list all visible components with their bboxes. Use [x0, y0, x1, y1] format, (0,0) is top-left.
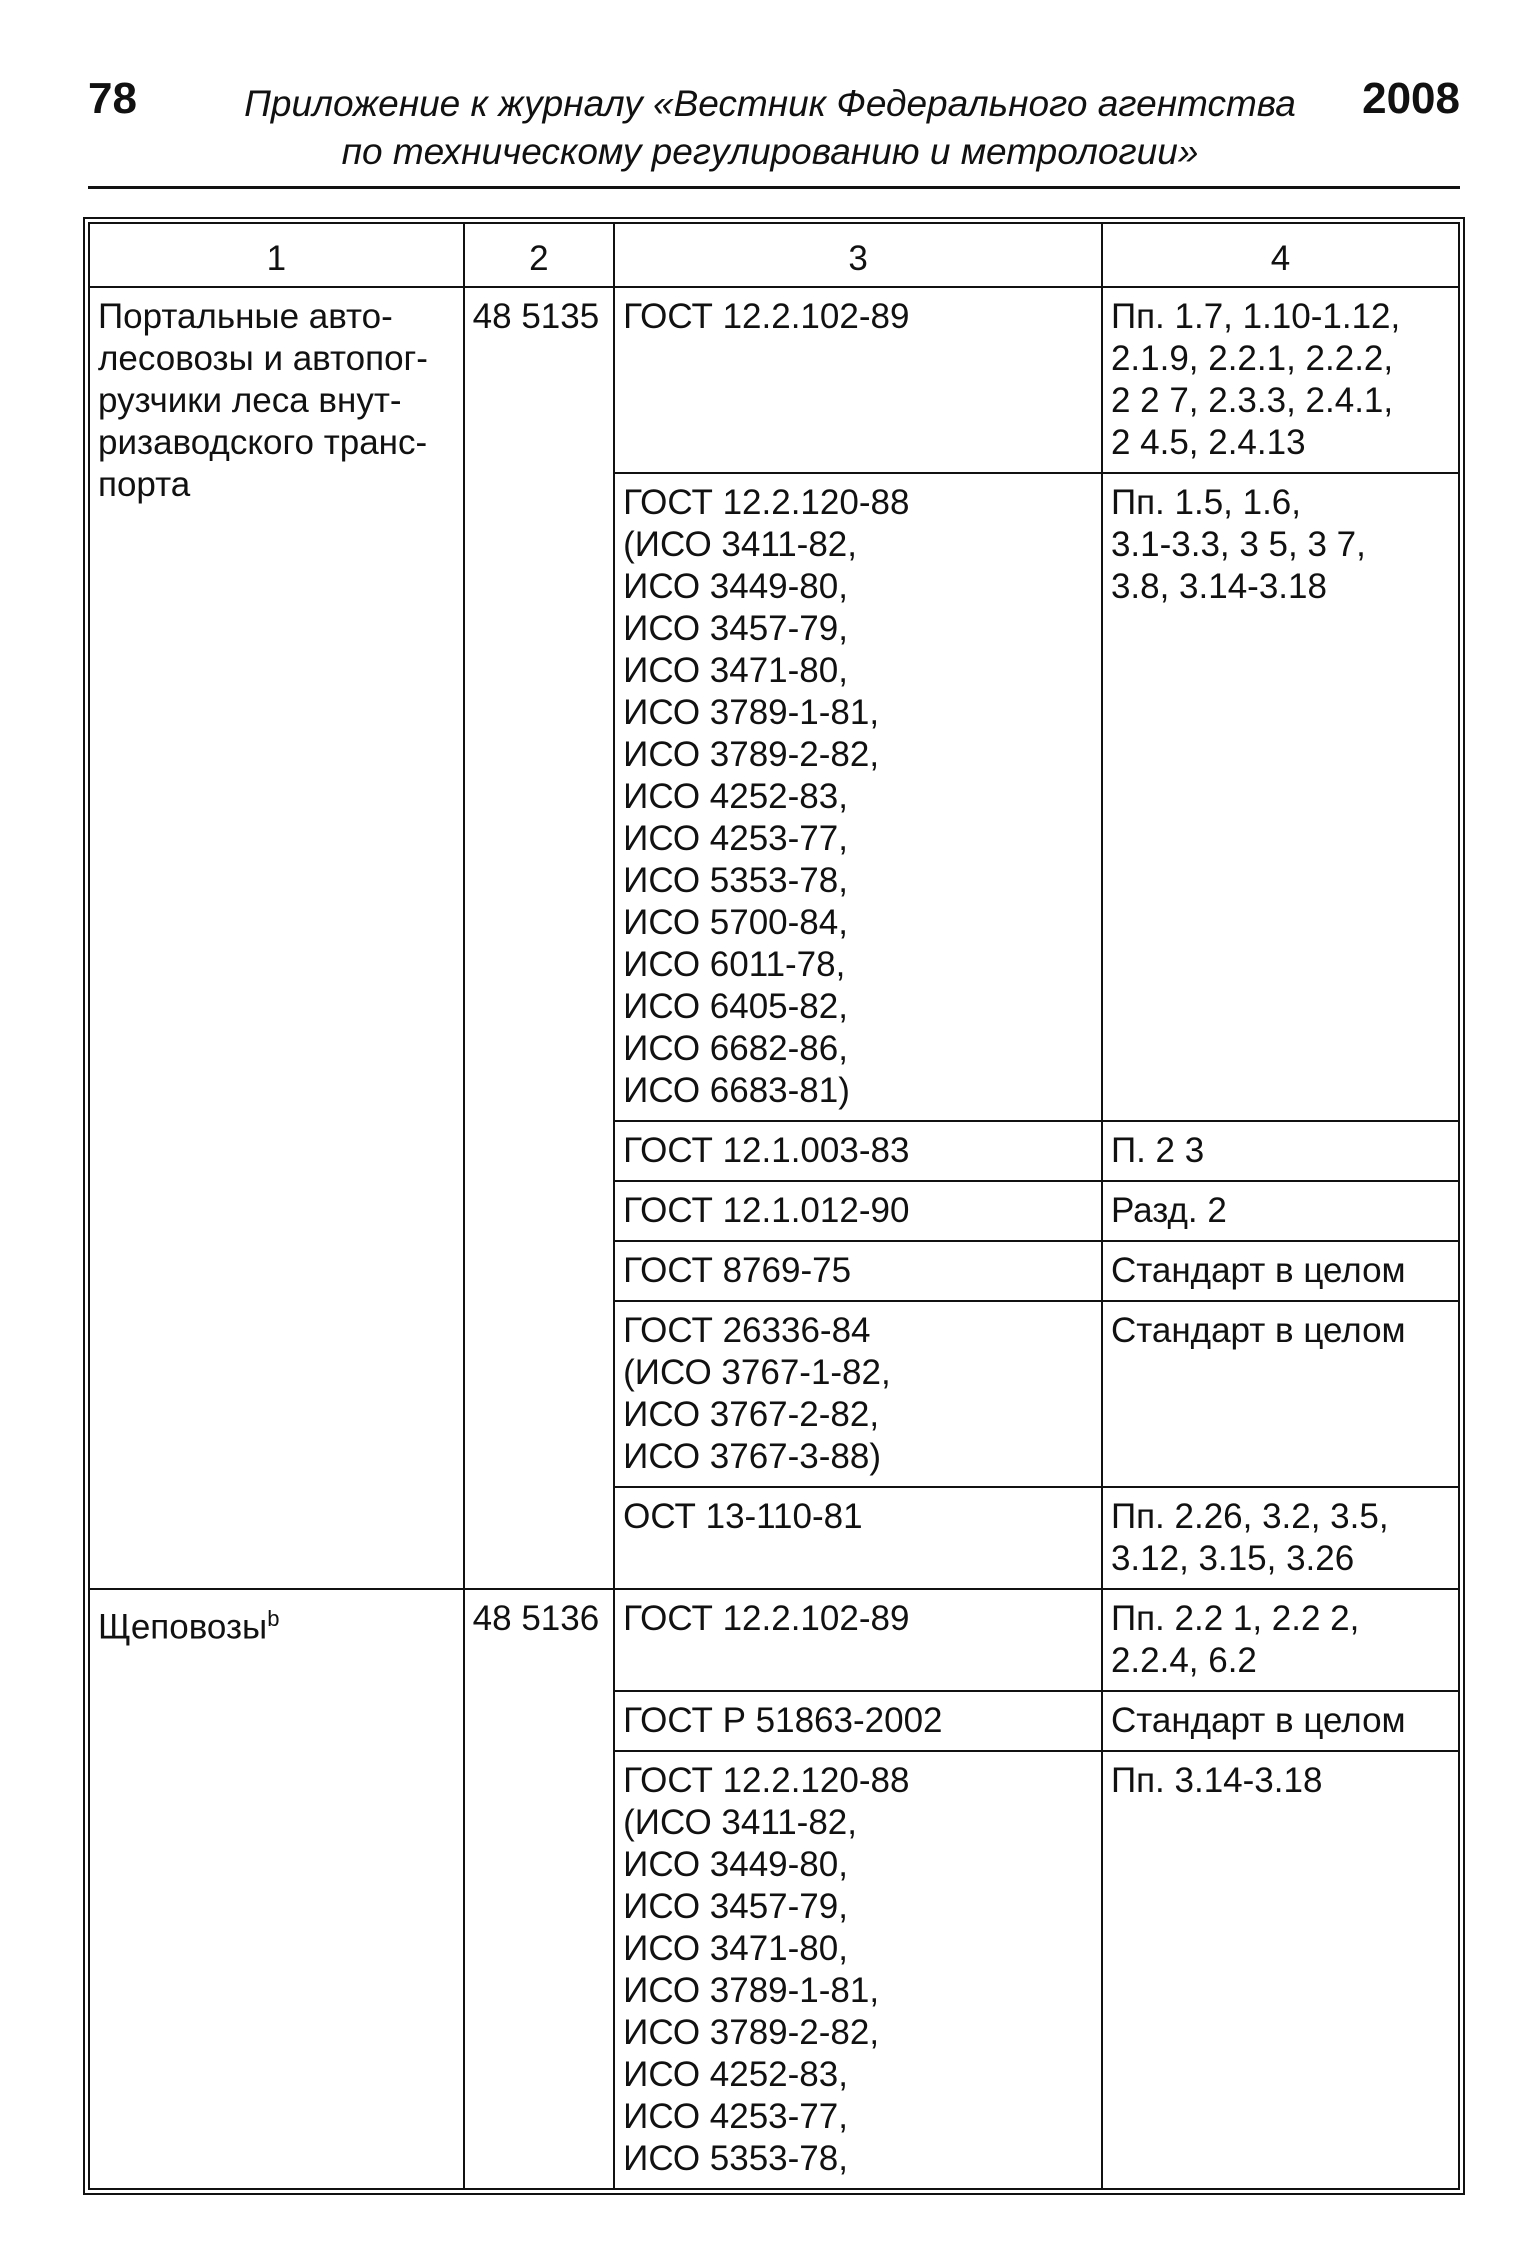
clauses-cell: Разд. 2: [1102, 1181, 1459, 1241]
table-row: [89, 287, 1459, 473]
standards-table: [88, 222, 1460, 2190]
page-number: 78: [88, 74, 137, 123]
clauses-cell: Пп. 3.14-3.18: [1102, 1751, 1459, 2189]
standard-cell: ГОСТ 8769-75: [614, 1241, 1102, 1301]
clauses-cell: Пп. 2.2 1, 2.2 2, 2.2.4, 6.2: [1102, 1589, 1459, 1691]
running-title-line-2: по техническому регулированию и метрологии»: [341, 131, 1199, 172]
page-header: [0, 0, 1530, 200]
clauses-cell: Стандарт в целом: [1102, 1241, 1459, 1301]
table-row: [89, 1589, 1459, 1691]
standard-cell: ГОСТ Р 51863-2002: [614, 1691, 1102, 1751]
column-header-1: 1: [89, 223, 464, 287]
product-name-cell: [89, 1589, 464, 2189]
standard-cell: ГОСТ 12.2.120-88 (ИСО 3411-82, ИСО 3449-80, ИСО 3457-79, ИСО 3471-80, ИСО 3789-1-81, ИСО 3789-2-82, ИСО 4252-83, ИСО 4253-77, ИСО 5353-78,: [614, 1751, 1102, 2189]
standard-cell: ГОСТ 12.1.012-90: [614, 1181, 1102, 1241]
clauses-cell: Стандарт в целом: [1102, 1691, 1459, 1751]
clauses-cell: Пп. 1.7, 1.10-1.12, 2.1.9, 2.2.1, 2.2.2, 2 2 7, 2.3.3, 2.4.1, 2 4.5, 2.4.13: [1102, 287, 1459, 473]
column-header-4: 4: [1102, 223, 1459, 287]
product-code-cell: 48 5135: [464, 287, 614, 1589]
clauses-cell: Стандарт в целом: [1102, 1301, 1459, 1487]
standard-cell: ГОСТ 12.2.120-88 (ИСО 3411-82, ИСО 3449-80, ИСО 3457-79, ИСО 3471-80, ИСО 3789-1-81, ИСО 3789-2-82, ИСО 4252-83, ИСО 4253-77, ИСО 5353-78, ИСО 5700-84, ИСО 6011-78, ИСО 6405-82, ИСО 6682-86, ИСО 6683-81): [614, 473, 1102, 1121]
standard-cell: ГОСТ 26336-84 (ИСО 3767-1-82, ИСО 3767-2-82, ИСО 3767-3-88): [614, 1301, 1102, 1487]
standard-cell: ОСТ 13-110-81: [614, 1487, 1102, 1589]
running-title-line-1: Приложение к журналу «Вестник Федерального агентства: [244, 83, 1296, 124]
table-header-row: [89, 223, 1459, 287]
standard-cell: ГОСТ 12.2.102-89: [614, 287, 1102, 473]
column-header-2: 2: [464, 223, 614, 287]
column-header-3: 3: [614, 223, 1102, 287]
standard-cell: ГОСТ 12.1.003-83: [614, 1121, 1102, 1181]
product-code-cell: 48 5136: [464, 1589, 614, 2189]
clauses-cell: Пп. 1.5, 1.6, 3.1-3.3, 3 5, 3 7, 3.8, 3.14-3.18: [1102, 473, 1459, 1121]
standard-cell: ГОСТ 12.2.102-89: [614, 1589, 1102, 1691]
clauses-cell: Пп. 2.26, 3.2, 3.5, 3.12, 3.15, 3.26: [1102, 1487, 1459, 1589]
product-name-text: Щеповозы: [98, 1607, 268, 1647]
year: 2008: [1362, 74, 1460, 123]
running-title: [200, 80, 1340, 176]
header-rule: [88, 186, 1460, 189]
clauses-cell: П. 2 3: [1102, 1121, 1459, 1181]
footnote-marker: b: [267, 1606, 280, 1631]
product-name-cell: Портальные авто- лесовозы и автопог- рузчики леса внут- ризаводского транс- порта: [89, 287, 464, 1589]
